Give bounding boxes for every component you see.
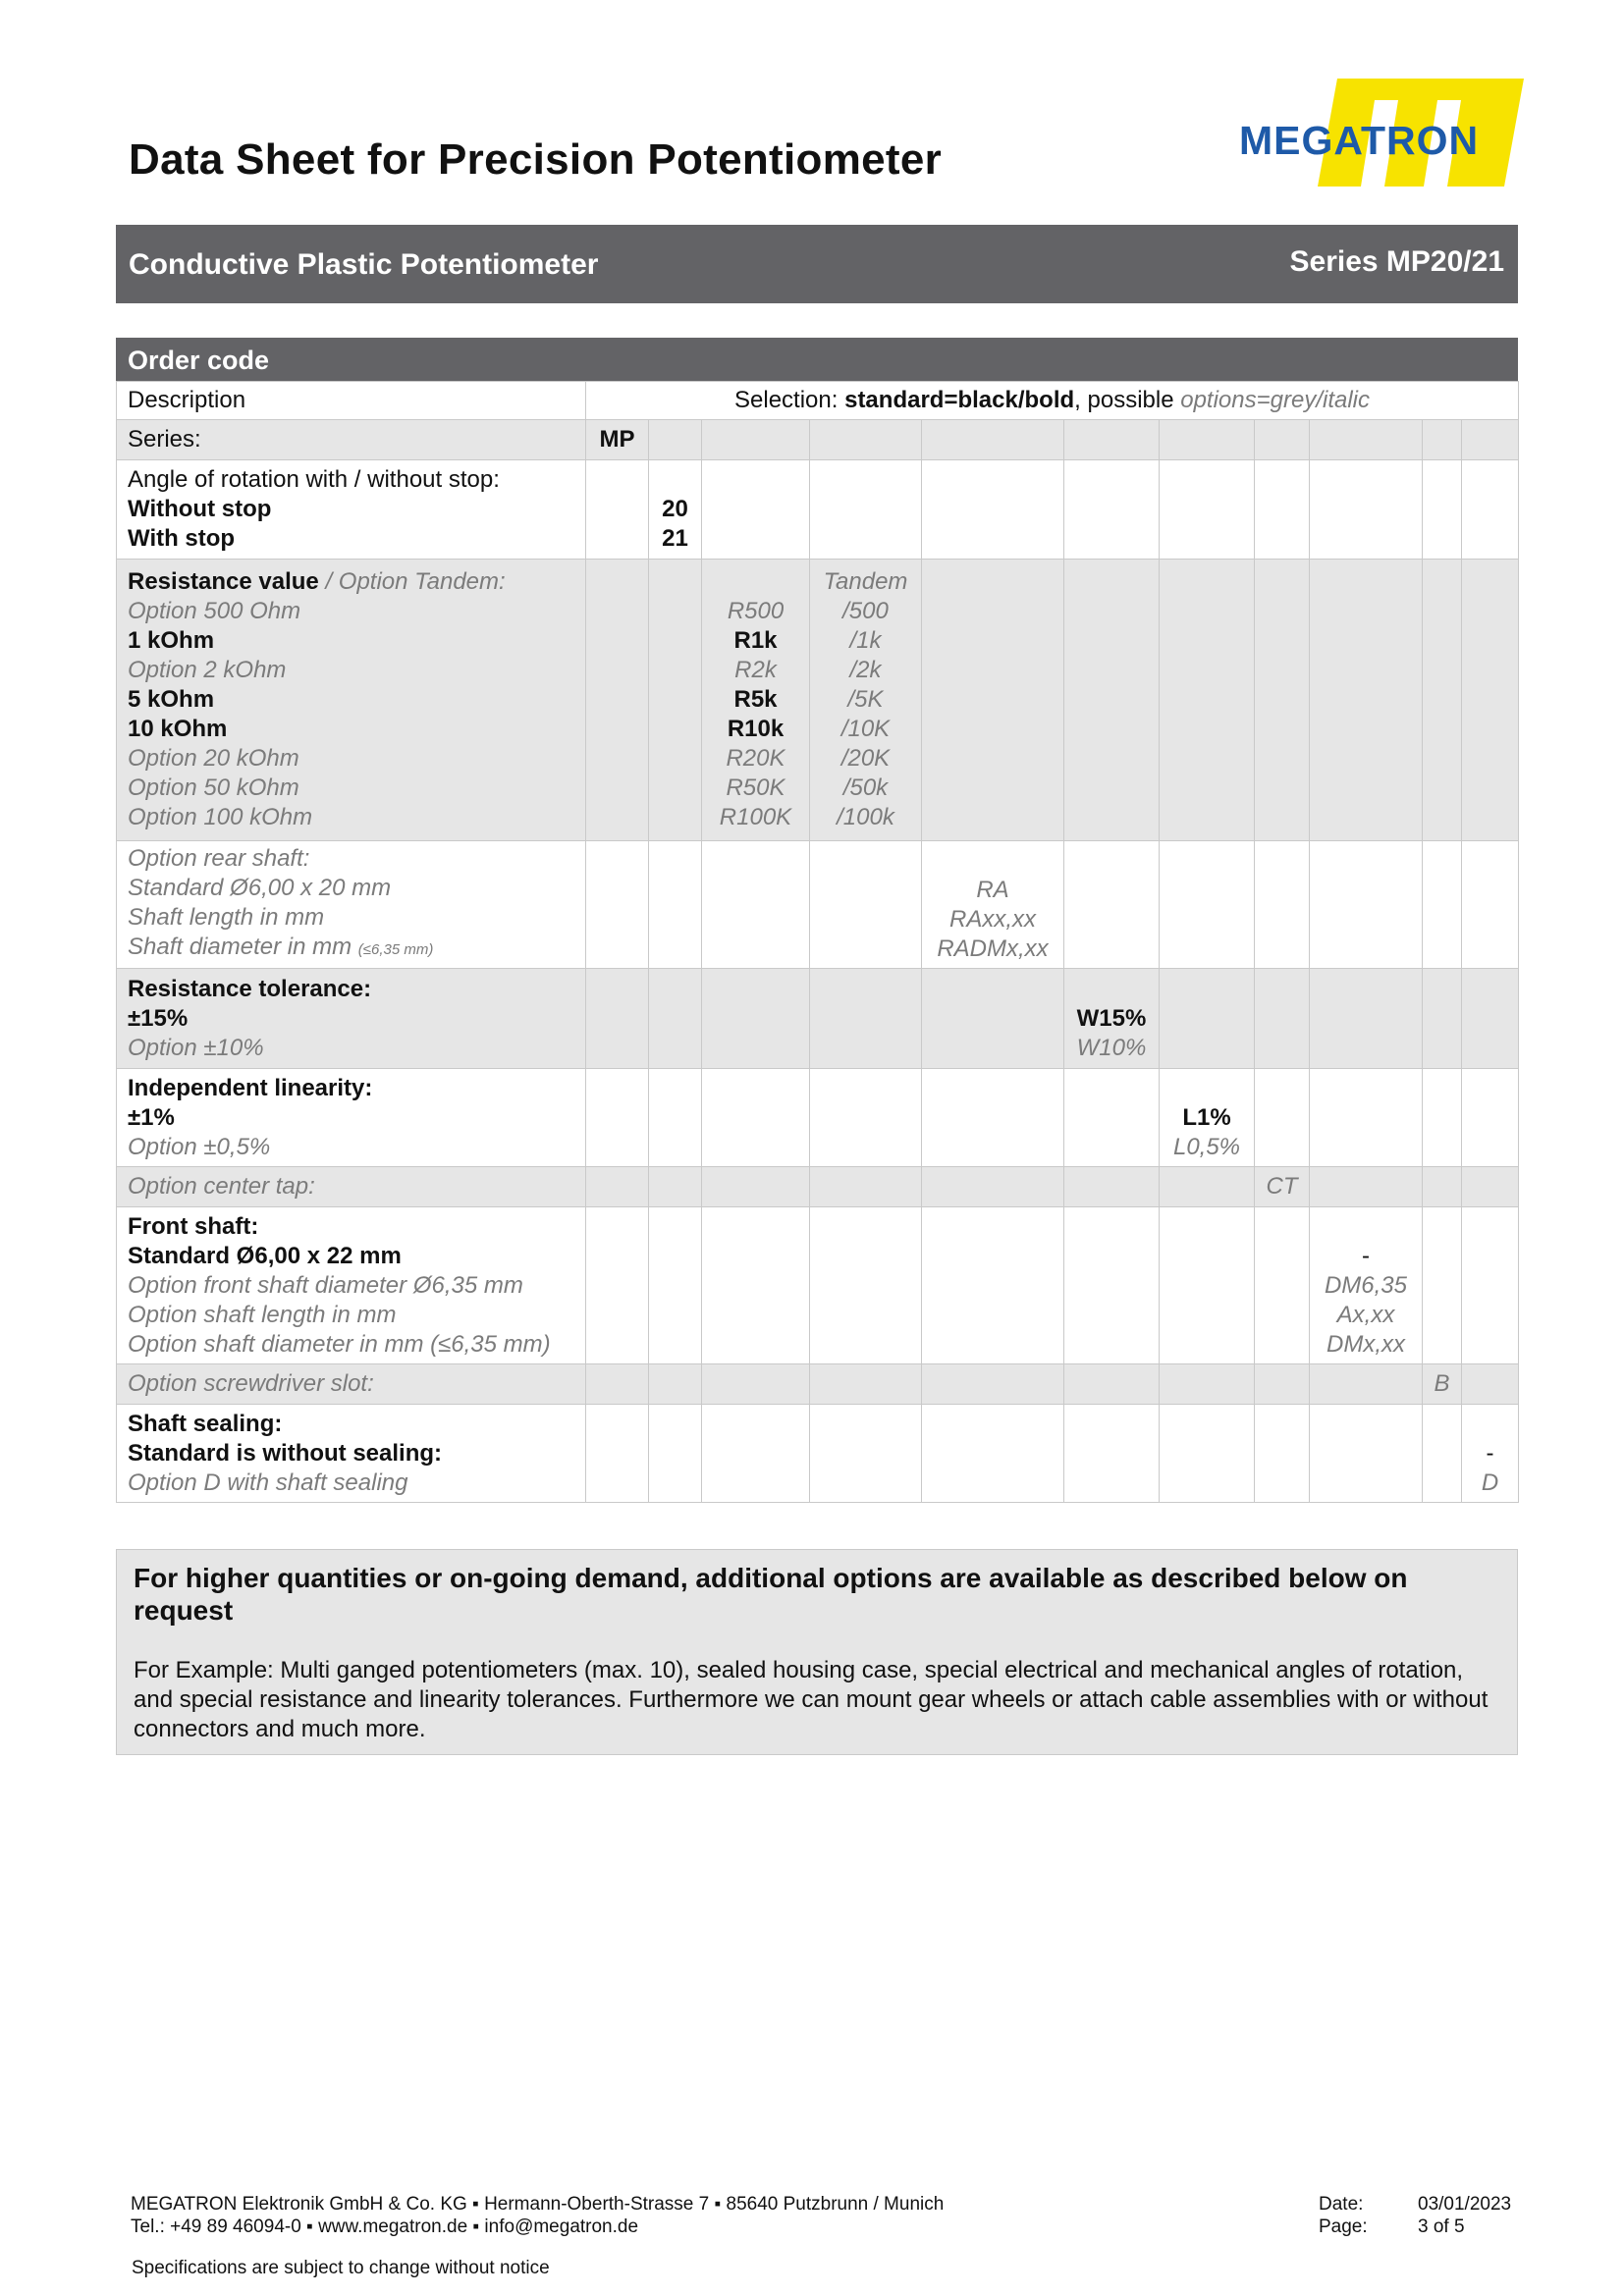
resistance-label: Option 100 kOhm: [128, 804, 313, 830]
resistance-code: R10k: [727, 716, 785, 742]
page-title: Data Sheet for Precision Potentiometer: [129, 135, 943, 184]
resistance-code: R20K: [726, 745, 785, 772]
sealing-standard: Standard is without sealing:: [128, 1439, 443, 1467]
series-banner: [116, 225, 1518, 303]
angle-without-code: 20: [662, 496, 688, 522]
sealing-option: Option D with shaft sealing: [128, 1468, 408, 1496]
tandem-code: /10K: [840, 716, 891, 742]
screwdriver-label: Option screwdriver slot:: [117, 1364, 586, 1405]
angle-title: Angle of rotation with / without stop:: [128, 466, 500, 493]
notice-body: For Example: Multi ganged potentiometers (max. 10), sealed housing case, special electrical and mechanical angles of rotation, and special resistance and linearity tolerances. Furthermore we can mount gear wheels or attach cable assemblies with or without connectors and much more.: [134, 1657, 1489, 1742]
tolerance-code: W10%: [1076, 1034, 1147, 1061]
tandem-header: Tandem: [823, 568, 908, 595]
tandem-code: /50k: [842, 774, 889, 801]
tandem-code: /1k: [849, 627, 882, 654]
front-shaft-standard: Standard Ø6,00 x 22 mm: [128, 1242, 402, 1269]
tandem-code: /5K: [847, 686, 884, 713]
resistance-label: Option 2 kOhm: [128, 657, 287, 683]
screwdriver-code: B: [1423, 1364, 1462, 1405]
center-tap-label: Option center tap:: [117, 1167, 586, 1207]
center-tap-code: CT: [1255, 1167, 1310, 1207]
linearity-title: Independent linearity:: [128, 1074, 373, 1101]
order-code-section: [116, 338, 1518, 1503]
resistance-title-option: / Option Tandem:: [318, 568, 506, 595]
linearity-codes: [1160, 1069, 1255, 1167]
rear-shaft-diameter: Shaft diameter in mm: [128, 934, 352, 960]
selection-legend: [586, 382, 1519, 420]
table-row: [117, 1167, 1519, 1207]
front-shaft-option: Option shaft diameter in mm (≤6,35 mm): [128, 1330, 551, 1358]
angle-without: Without stop: [128, 496, 272, 522]
footer-disclaimer: Specifications are subject to change without notice: [132, 2258, 550, 2278]
rear-shaft-diameter-note: (≤6,35 mm): [357, 941, 434, 958]
front-shaft-description: [117, 1207, 586, 1364]
resistance-code: R500: [727, 598, 785, 624]
banner-product-type: Conductive Plastic Potentiometer: [129, 248, 599, 281]
notice-heading: For higher quantities or on-going demand, additional options are available as described below on request: [134, 1563, 1408, 1626]
resistance-code: R5k: [733, 686, 778, 713]
footer-contact: Tel.: +49 89 46094-0 ▪ www.megatron.de ▪ info@megatron.de: [131, 2216, 639, 2237]
front-shaft-code: DM6,35: [1324, 1271, 1408, 1299]
front-shaft-code: Ax,xx: [1336, 1301, 1395, 1328]
tolerance-option: Option ±10%: [128, 1034, 264, 1061]
tandem-code: /20K: [840, 745, 891, 772]
description-label: Description: [117, 382, 586, 420]
rear-shaft-length: Shaft length in mm: [128, 904, 325, 931]
table-row: [117, 1207, 1519, 1364]
angle-codes: [649, 460, 702, 560]
angle-description: [117, 460, 586, 560]
table-row: [117, 560, 1519, 841]
rear-shaft-description: [117, 841, 586, 969]
tandem-code: /100k: [837, 804, 894, 830]
tolerance-standard: ±15%: [128, 1004, 189, 1032]
table-row: [117, 420, 1519, 460]
tolerance-title: Resistance tolerance:: [128, 975, 372, 1002]
linearity-standard: ±1%: [128, 1103, 175, 1131]
order-code-heading: Order code: [116, 338, 1518, 381]
rear-shaft-code: RADMx,xx: [937, 934, 1049, 962]
table-row: [117, 1364, 1519, 1405]
resistance-code: R2k: [734, 657, 777, 683]
angle-with: With stop: [128, 525, 236, 552]
table-row: [117, 1405, 1519, 1503]
angle-with-code: 21: [662, 525, 688, 552]
footer-date-label: Date:: [1319, 2194, 1364, 2215]
table-row: [117, 1069, 1519, 1167]
resistance-label: Option 50 kOhm: [128, 774, 299, 801]
series-code: MP: [586, 420, 649, 460]
resistance-code: R1k: [733, 627, 778, 654]
footer-page-label: Page:: [1319, 2216, 1368, 2237]
resistance-label: 5 kOhm: [128, 686, 215, 713]
resistance-code: R50K: [726, 774, 785, 801]
table-row: [117, 382, 1519, 420]
footer-date-value: 03/01/2023: [1418, 2194, 1512, 2215]
rear-shaft-code: RAxx,xx: [948, 905, 1036, 933]
front-shaft-code: -: [1362, 1242, 1370, 1269]
sealing-title: Shaft sealing:: [128, 1410, 283, 1437]
front-shaft-title: Front shaft:: [128, 1212, 259, 1240]
footer-company: MEGATRON Elektronik GmbH & Co. KG ▪ Hermann-Oberth-Strasse 7 ▪ 85640 Putzbrunn / Munich: [131, 2194, 945, 2215]
rear-shaft-code: RA: [976, 876, 1009, 903]
rear-shaft-title: Option rear shaft:: [128, 845, 310, 872]
order-code-table: [116, 381, 1519, 1503]
resistance-code: R100K: [719, 804, 792, 830]
resistance-codes: [702, 560, 810, 841]
table-row: [117, 969, 1519, 1069]
linearity-option: Option ±0,5%: [128, 1133, 271, 1160]
selection-option: options=grey/italic: [1180, 387, 1370, 413]
banner-series: Series MP20/21: [1289, 245, 1504, 278]
resistance-label: Option 500 Ohm: [128, 598, 301, 624]
front-shaft-codes: [1310, 1207, 1423, 1364]
resistance-label: 1 kOhm: [128, 627, 215, 654]
options-notice: [116, 1549, 1518, 1755]
logo-text: MEGATRON: [1239, 118, 1480, 163]
linearity-code: L1%: [1182, 1103, 1231, 1131]
sealing-description: [117, 1405, 586, 1503]
tandem-code: /2k: [849, 657, 882, 683]
sealing-code: D: [1481, 1468, 1499, 1496]
tolerance-code: W15%: [1076, 1004, 1147, 1032]
front-shaft-option: Option shaft length in mm: [128, 1301, 397, 1328]
rear-shaft-codes: [922, 841, 1064, 969]
resistance-label: Option 20 kOhm: [128, 745, 299, 772]
tandem-code: /500: [842, 598, 889, 624]
resistance-description: [117, 560, 586, 841]
selection-standard: standard=black/bold: [844, 387, 1075, 413]
series-label: Series:: [117, 420, 586, 460]
linearity-description: [117, 1069, 586, 1167]
tandem-codes: [810, 560, 922, 841]
footer-page-value: 3 of 5: [1418, 2216, 1465, 2237]
resistance-title: Resistance value: [128, 568, 319, 595]
tolerance-description: [117, 969, 586, 1069]
tolerance-codes: [1064, 969, 1160, 1069]
sealing-code: -: [1486, 1439, 1494, 1467]
table-row: [117, 841, 1519, 969]
sealing-codes: [1462, 1405, 1519, 1503]
selection-prefix: Selection:: [734, 387, 845, 413]
selection-mid: , possible: [1074, 387, 1181, 413]
front-shaft-code: DMx,xx: [1326, 1330, 1405, 1358]
table-row: [117, 460, 1519, 560]
front-shaft-option: Option front shaft diameter Ø6,35 mm: [128, 1271, 523, 1299]
megatron-logo: [1239, 79, 1524, 187]
linearity-code: L0,5%: [1172, 1133, 1241, 1160]
rear-shaft-standard: Standard Ø6,00 x 20 mm: [128, 875, 392, 901]
resistance-label: 10 kOhm: [128, 716, 228, 742]
